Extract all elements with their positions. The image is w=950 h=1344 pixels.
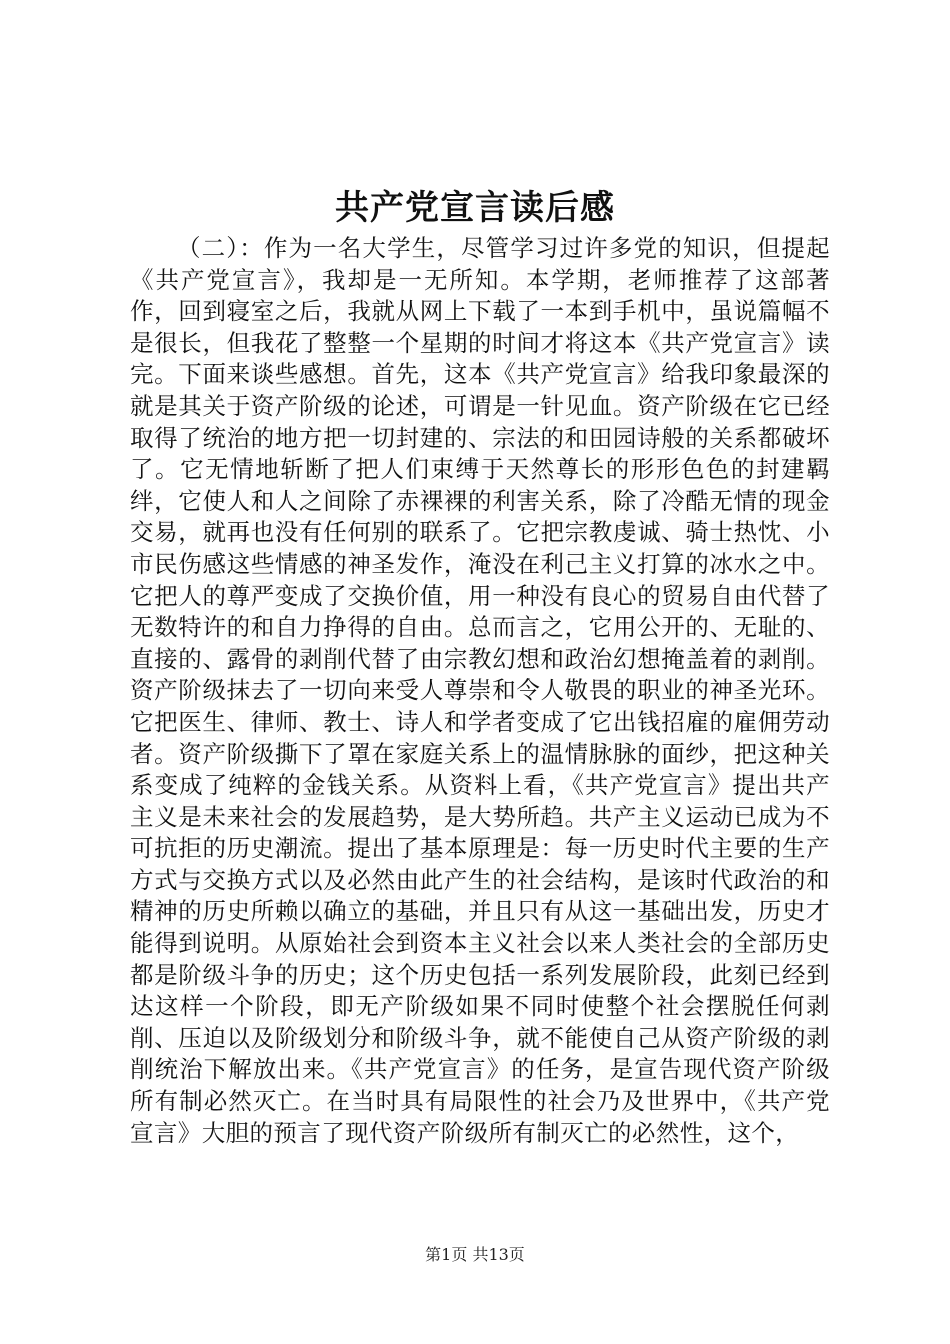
- document-title: 共产党宣言读后感: [335, 188, 615, 228]
- body-paragraph: （二）：作为一名大学生，尽管学习过许多党的知识，但提起《共产党宣言》，我却是一无所知。本学期，老师推荐了这部著作，回到寝室之后，我就从网上下载了一本到手机中，虽说篇幅不是很长，但我花了整整一个星期的时间才将这本《共产党宣言》读完。下面来谈些感想。首先，这本《共产党宣言》给我印象最深的就是其关于资产阶级的论述，可谓是一针见血。资产阶级在它已经取得了统治的地方把一切封建的、宗法的和田园诗般的关系都破坏了。它无情地斩断了把人们束缚于天然尊长的形形色色的封建羁绊，它使人和人之间除了赤裸裸的利害关系，除了冷酷无情的现金交易，就再也没有任何别的联系了。它把宗教虔诚、骑士热忱、小市民伤感这些情感的神圣发作，淹没在利己主义打算的冰水之中。它把人的尊严变成了交换价值，用一种没有良心的贸易自由代替了无数特许的和自力挣得的自由。总而言之，它用公开的、无耻的、直接的、露骨的剥削代替了由宗教幻想和政治幻想掩盖着的剥削。资产阶级抹去了一切向来受人尊崇和令人敬畏的职业的神圣光环。它把医生、律师、教士、诗人和学者变成了它出钱招雇的雇佣劳动者。资产阶级撕下了罩在家庭关系上的温情脉脉的面纱，把这种关系变成了纯粹的金钱关系。从资料上看，《共产党宣言》提出共产主义是未来社会的发展趋势，是大势所趋。共产主义运动已成为不可抗拒的历史潮流。提出了基本原理是：每一历史时代主要的生产方式与交换方式以及必然由此产生的社会结构，是该时代政治的和精神的历史所赖以确立的基础，并且只有从这一基础出发，历史才能得到说明。从原始社会到资本主义社会以来人类社会的全部历史都是阶级斗争的历史；这个历史包括一系列发展阶段，此刻已经到达这样一个阶段，即无产阶级如果不同时使整个社会摆脱任何剥削、压迫以及阶级划分和阶级斗争，就不能使自己从资产阶级的剥削统治下解放出来。《共产党宣言》的任务，是宣告现代资产阶级所有制必然灭亡。在当时具有局限性的社会乃及世界中，《共产党宣言》大胆的预言了现代资产阶级所有制灭亡的必然性，这个，: [130, 234, 830, 1147]
- page-number-footer: 第1页 共13页: [425, 1245, 525, 1264]
